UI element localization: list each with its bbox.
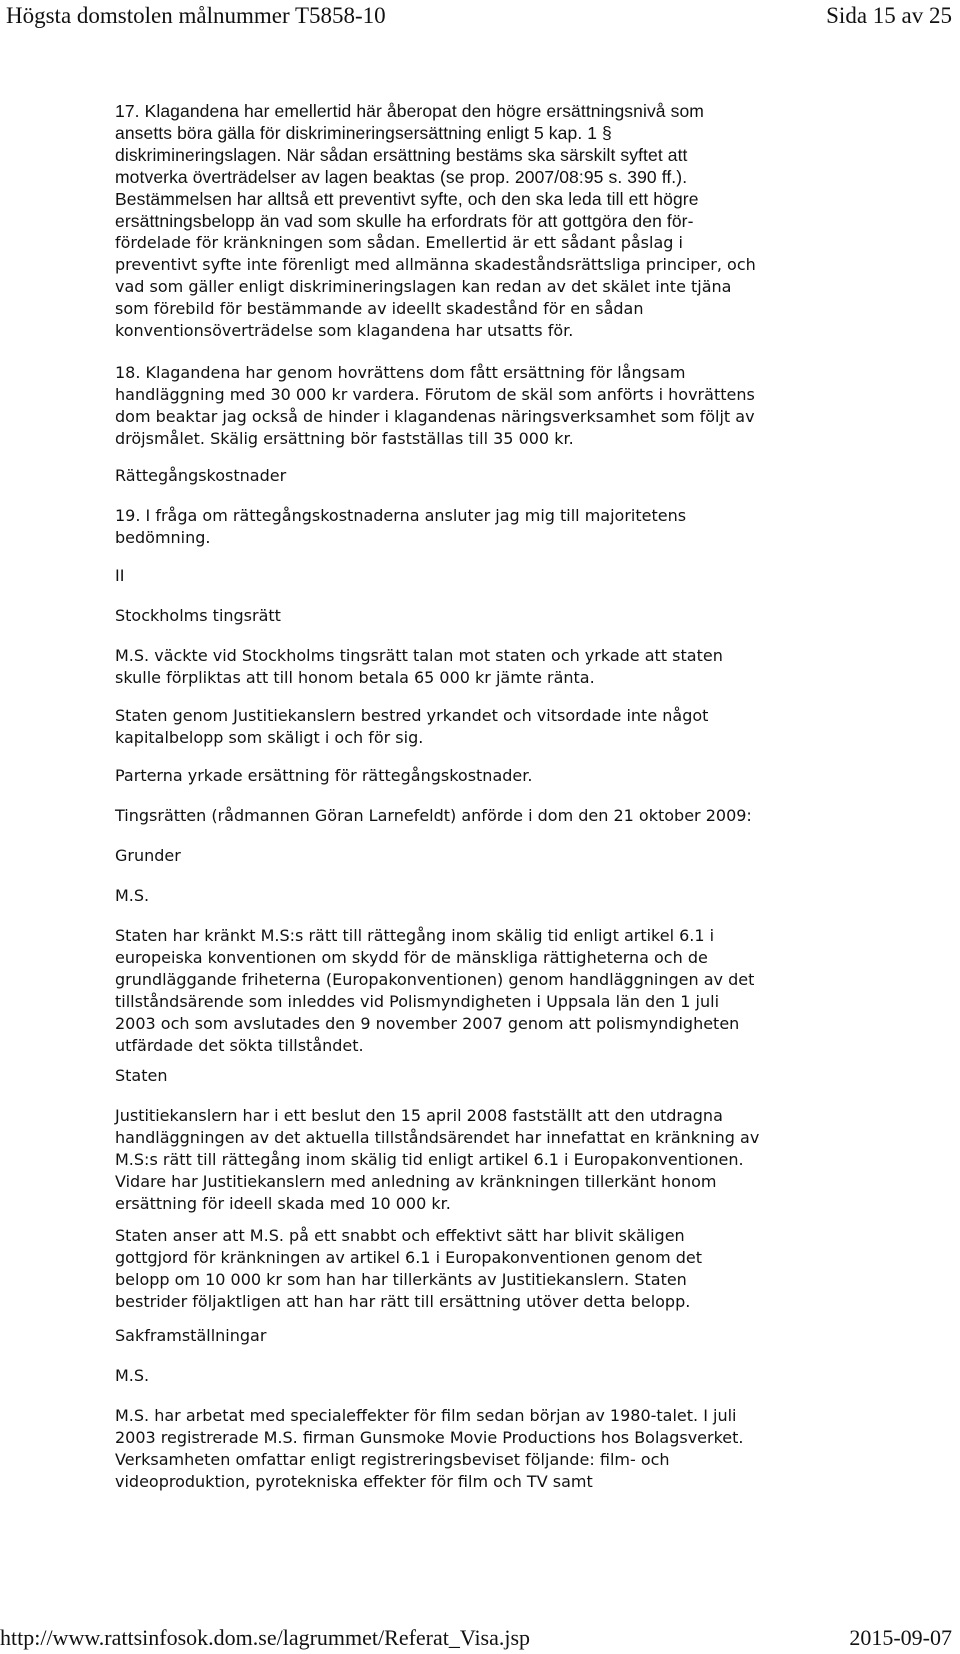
text-line: M.S. väckte vid Stockholms tingsrätt talan mot staten och yrkade att staten (115, 646, 723, 665)
heading-grunder (115, 845, 181, 867)
section-roman-ii (115, 565, 124, 587)
text-line: ansetts böra gälla för diskrimineringsersättning enligt 5 kap. 1 § (115, 123, 612, 143)
heading-text: Sakframställningar (115, 1326, 267, 1345)
page-header-title: Högsta domstolen målnummer T5858-10 (6, 3, 386, 28)
paragraph-18 (115, 362, 755, 450)
paragraph-staten-bestred (115, 705, 708, 749)
text-line: ersättningsbelopp än vad som skulle ha erfordrats för att gottgöra den för- (115, 211, 694, 231)
page-number: Sida 15 av 25 (826, 3, 952, 28)
text-line: tillståndsärende som inleddes vid Polismyndigheten i Uppsala län den 1 juli (115, 992, 720, 1011)
text-line: preventivt syfte inte förenligt med allmänna skadeståndsrättsliga principer, och (115, 255, 756, 274)
paragraph-justitiekanslern (115, 1105, 759, 1215)
heading-text: Stockholms tingsrätt (115, 606, 281, 625)
text-line: dom beaktar jag också de hinder i klagandenas näringsverksamhet som följt av (115, 407, 755, 426)
heading-rattegangskostnader (115, 465, 286, 487)
text-line: 17. Klagandena har emellertid här åberopat den högre ersättningsnivå som (115, 101, 704, 121)
text-line: gottgjord för kränkningen av artikel 6.1 i Europakonventionen genom det (115, 1248, 703, 1267)
text-line: Vidare har Justitiekanslern med anledning av kränkningen tillerkänt honom (115, 1172, 717, 1191)
text-line: kapitalbelopp som skäligt i och för sig. (115, 728, 424, 747)
text-line: bedömning. (115, 528, 211, 547)
text-line: 2003 registrerade M.S. firman Gunsmoke Movie Productions hos Bolagsverket. (115, 1428, 744, 1447)
heading-staten (115, 1065, 168, 1087)
paragraph-staten-anser (115, 1225, 702, 1313)
text-line: 2003 och som avslutades den 9 november 2007 genom att polismyndigheten (115, 1014, 740, 1033)
text-line: Bestämmelsen har alltså ett preventivt syfte, och den ska leda till ett högre (115, 189, 699, 209)
text-line: Justitiekanslern har i ett beslut den 15 april 2008 fastställt att den utdragna (115, 1106, 723, 1125)
heading-text: Rättegångskostnader (115, 466, 287, 485)
paragraph-17 (115, 100, 756, 342)
paragraph-tingsratten (115, 805, 752, 827)
text-line: motverka överträdelser av lagen beaktas (se prop. 2007/08:95 s. 390 ff.). (115, 167, 688, 187)
text-line: fördelade för kränkningen som sådan. Emellertid är ett sådant påslag i (115, 233, 683, 252)
text-line: dröjsmålet. Skälig ersättning bör fastställas till 35 000 kr. (115, 429, 574, 448)
heading-ms-1 (115, 885, 149, 907)
text-line: handläggningen av det aktuella tillståndsärendet har innefattat en kränkning av (115, 1128, 760, 1147)
text-line: som förebild för bestämmande av ideellt skadestånd för en sådan (115, 299, 644, 318)
text-line: videoproduktion, pyrotekniska effekter för film och TV samt (115, 1472, 593, 1491)
text-line: Staten genom Justitiekanslern bestred yrkandet och vitsordade inte något (115, 706, 709, 725)
text-line: Staten anser att M.S. på ett snabbt och effektivt sätt har blivit skäligen (115, 1226, 685, 1245)
text-line: skulle förpliktas att till honom betala 65 000 kr jämte ränta. (115, 668, 595, 687)
text-line: vad som gäller enligt diskrimineringslagen kan redan av det skälet inte tjäna (115, 277, 732, 296)
paragraph-ms-vackte (115, 645, 723, 689)
heading-stockholms-tingsratt (115, 605, 281, 627)
text-line: europeiska konventionen om skydd för de mänskliga rättigheterna och de (115, 948, 708, 967)
heading-text: Staten (115, 1066, 168, 1085)
text-line: konventionsöverträdelse som klagandena har utsatts för. (115, 321, 574, 340)
text-line: bestrider följaktligen att han har rätt till ersättning utöver detta belopp. (115, 1292, 691, 1311)
heading-text: M.S. (115, 1366, 150, 1385)
text-line: handläggning med 30 000 kr vardera. Förutom de skäl som anförts i hovrättens (115, 385, 755, 404)
heading-ms-2 (115, 1365, 149, 1387)
text-line: Tingsrätten (rådmannen Göran Larnefeldt) anförde i dom den 21 oktober 2009: (115, 806, 752, 825)
text-line: utfärdade det sökta tillståndet. (115, 1036, 364, 1055)
text-line: Staten har kränkt M.S:s rätt till rättegång inom skälig tid enligt artikel 6.1 i (115, 926, 715, 945)
text-line: M.S:s rätt till rättegång inom skälig tid enligt artikel 6.1 i Europakonventionen. (115, 1150, 744, 1169)
paragraph-krankt (115, 925, 754, 1057)
text-line: Parterna yrkade ersättning för rättegångskostnader. (115, 766, 533, 785)
text-line: 19. I fråga om rättegångskostnaderna ansluter jag mig till majoritetens (115, 506, 687, 525)
text-line: grundläggande friheterna (Europakonventionen) genom handläggningen av det (115, 970, 755, 989)
heading-text: II (115, 566, 125, 585)
paragraph-parterna (115, 765, 532, 787)
text-line: ersättning för ideell skada med 10 000 kr. (115, 1194, 451, 1213)
page-url: http://www.rattsinfosok.dom.se/lagrummet/Referat_Visa.jsp (0, 1625, 531, 1650)
paragraph-19 (115, 505, 686, 549)
text-line: diskrimineringslagen. När sådan ersättning bestäms ska särskilt syftet att (115, 145, 688, 165)
text-line: Verksamheten omfattar enligt registreringsbeviset följande: film- och (115, 1450, 670, 1469)
heading-text: Grunder (115, 846, 181, 865)
paragraph-arbetat (115, 1405, 743, 1493)
text-line: 18. Klagandena har genom hovrättens dom fått ersättning för långsam (115, 363, 686, 382)
text-line: belopp om 10 000 kr som han har tillerkänts av Justitiekanslern. Staten (115, 1270, 687, 1289)
heading-sakframstallningar (115, 1325, 266, 1347)
text-line: M.S. har arbetat med specialeffekter för film sedan början av 1980-talet. I juli (115, 1406, 737, 1425)
heading-text: M.S. (115, 886, 150, 905)
print-date: 2015-09-07 (849, 1625, 952, 1650)
